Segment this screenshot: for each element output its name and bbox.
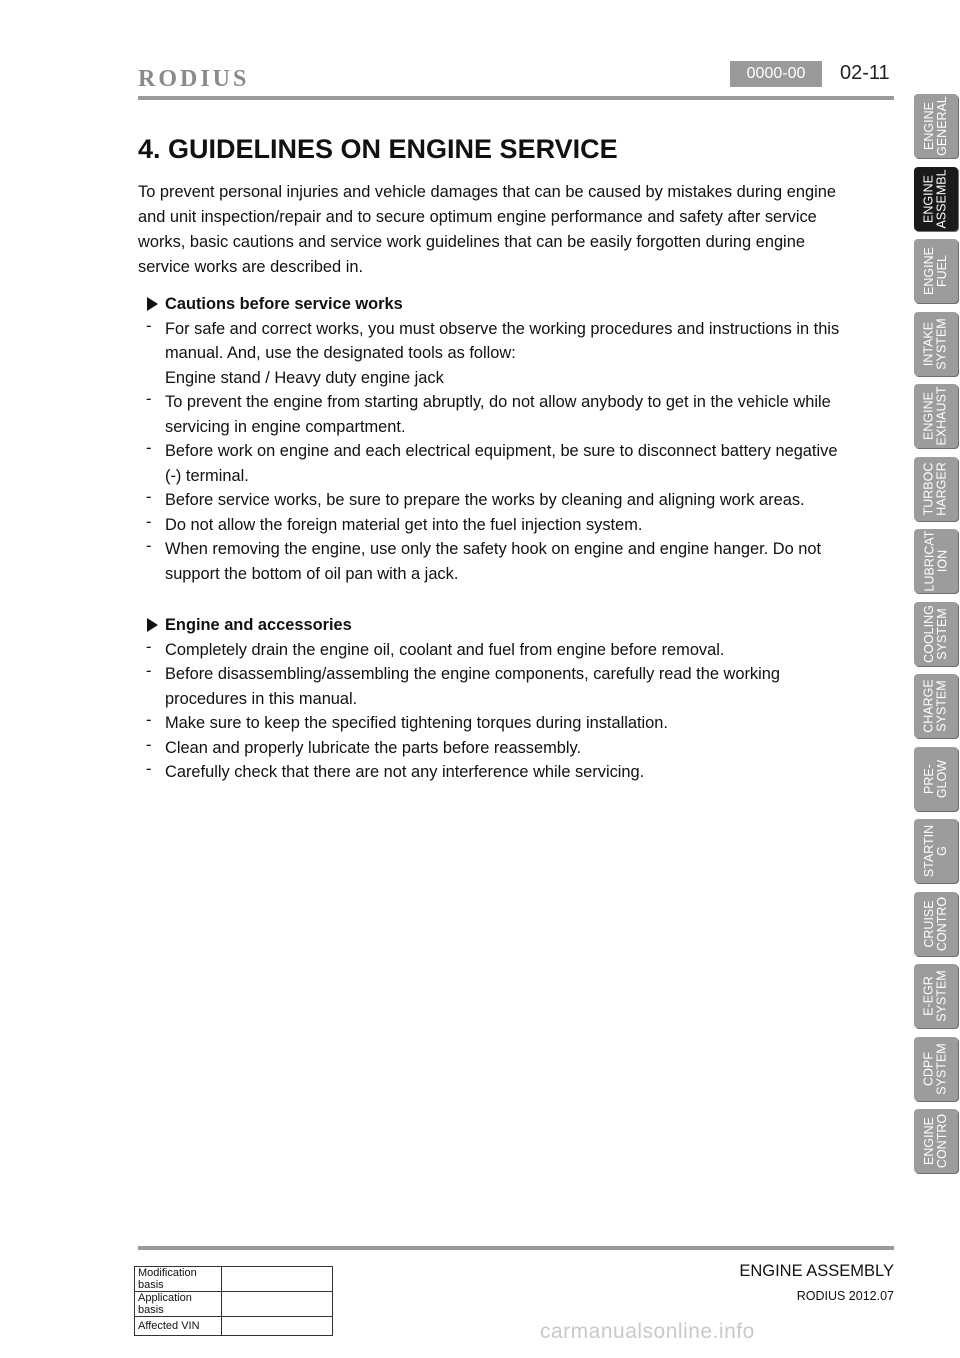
list-item xyxy=(146,488,846,513)
chapter-tab[interactable] xyxy=(914,892,958,956)
table-cell-label: Affected VIN xyxy=(135,1317,222,1336)
list-item-subtext: Engine stand / Heavy duty engine jack xyxy=(165,368,444,387)
list-item xyxy=(146,513,846,538)
chapter-tab[interactable] xyxy=(914,167,958,231)
page-title: 4. GUIDELINES ON ENGINE SERVICE xyxy=(138,134,618,164)
table-row xyxy=(135,1292,333,1317)
dash-bullet: - xyxy=(146,760,152,778)
chapter-tab[interactable] xyxy=(914,312,958,376)
chapter-tab[interactable] xyxy=(914,384,958,448)
dash-bullet: - xyxy=(146,711,152,729)
engine-accessories-list xyxy=(146,638,846,785)
list-item xyxy=(146,537,846,586)
dash-bullet: - xyxy=(146,537,152,555)
chapter-tab-label: E-EGR SYSTEM xyxy=(922,970,949,1022)
dash-bullet: - xyxy=(146,637,152,656)
list-item-text: Make sure to keep the specified tightening torques during installation. xyxy=(165,714,668,732)
chapter-tab[interactable] xyxy=(914,239,958,303)
dash-bullet: - xyxy=(146,439,152,457)
list-item-text: Do not allow the foreign material get into the fuel injection system. xyxy=(165,515,643,534)
dash-bullet: - xyxy=(146,316,152,335)
chapter-tab-label: CHARGE SYSTEM xyxy=(922,679,950,733)
list-item-text: Before work on engine and each electrical equipment, be sure to disconnect battery negative (-) terminal. xyxy=(165,442,838,485)
chapter-tab[interactable] xyxy=(914,94,958,158)
chapter-tab-label: ENGINE CONTRO xyxy=(922,1113,950,1169)
list-item-text: To prevent the engine from starting abruptly, do not allow anybody to get in the vehicle while servicing in engine compartment. xyxy=(165,393,831,436)
chapter-tab[interactable] xyxy=(914,964,958,1028)
cautions-list xyxy=(146,317,846,587)
chapter-tab[interactable] xyxy=(914,819,958,883)
chapter-tab-label: TURBOC HARGER xyxy=(922,461,950,516)
dash-bullet: - xyxy=(146,488,152,506)
table-row xyxy=(135,1267,333,1292)
dash-bullet: - xyxy=(146,390,152,408)
chapter-tab-label: STARTIN G xyxy=(922,824,950,878)
list-item xyxy=(146,317,846,391)
page-number: 02-11 xyxy=(840,62,890,84)
triangle-bullet-icon xyxy=(147,297,158,311)
chapter-tab[interactable] xyxy=(914,457,958,521)
section-engine-accessories xyxy=(146,613,846,785)
chapter-tab[interactable] xyxy=(914,529,958,593)
dash-bullet: - xyxy=(146,512,152,531)
table-cell-value xyxy=(222,1267,333,1292)
header-rule xyxy=(138,96,894,100)
intro-paragraph: To prevent personal injuries and vehicle damages that can be caused by mistakes during engine and unit inspection/repair and to secure optimum engine performance and safety after service works, basic cautions and service work guidelines that can be easily forgotten during engine service works are described in. xyxy=(138,183,836,276)
list-item xyxy=(146,736,846,761)
list-item-text: Clean and properly lubricate the parts before reassembly. xyxy=(165,738,582,757)
table-row xyxy=(135,1317,333,1336)
chapter-tab[interactable] xyxy=(914,1037,958,1101)
list-item-text: For safe and correct works, you must observe the working procedures and instructions in this manual. And, use the designated tools as follow: xyxy=(165,319,840,362)
chapter-tab-label: PRE- GLOW xyxy=(922,759,949,798)
table-cell-value xyxy=(222,1292,333,1317)
triangle-bullet-icon xyxy=(147,618,158,632)
chapter-tab-label: ENGINE ASSEMBL xyxy=(922,168,949,229)
section-cautions xyxy=(146,292,846,586)
footer-chapter-title: ENGINE ASSEMBLY xyxy=(739,1262,894,1280)
section-heading-text: Cautions before service works xyxy=(165,295,403,313)
list-item xyxy=(146,638,846,663)
chapter-tab-label: ENGINE FUEL xyxy=(922,247,949,295)
table-cell-label: Modification basis xyxy=(135,1267,222,1292)
list-item xyxy=(146,439,846,488)
list-item xyxy=(146,390,846,439)
modification-table xyxy=(134,1266,333,1336)
chapter-tab-label: COOLING SYSTEM xyxy=(922,604,949,663)
table-cell-value xyxy=(222,1317,333,1336)
section-heading xyxy=(146,613,846,638)
footer-rule xyxy=(138,1246,894,1250)
section-heading-text: Engine and accessories xyxy=(165,616,352,634)
footer-model-date: RODIUS 2012.07 xyxy=(796,1289,894,1303)
chapter-tab-label: CRUISE CONTRO xyxy=(922,896,950,951)
chapter-tab-label: ENGINE EXHAUST xyxy=(922,386,950,446)
list-item-text: Carefully check that there are not any interference while servicing. xyxy=(165,763,645,781)
chapter-tab-label: INTAKE SYSTEM xyxy=(922,317,949,370)
list-item xyxy=(146,711,846,736)
dash-bullet: - xyxy=(146,735,152,754)
chapter-tab[interactable] xyxy=(914,1109,958,1173)
list-item xyxy=(146,662,846,711)
table-cell-label: Application basis xyxy=(135,1292,222,1317)
section-code-badge: 0000-00 xyxy=(730,61,822,87)
list-item-text: Completely drain the engine oil, coolant and fuel from engine before removal. xyxy=(165,640,725,659)
chapter-tab-label: LUBRICAT ION xyxy=(922,530,950,592)
watermark: carmanualsonline.info xyxy=(540,1320,755,1343)
chapter-tab[interactable] xyxy=(914,674,958,738)
dash-bullet: - xyxy=(146,662,152,680)
list-item-text: When removing the engine, use only the safety hook on engine and engine hanger. Do not support the bottom of oil pan with a jack. xyxy=(165,540,822,583)
list-item xyxy=(146,760,846,785)
rodius-logo: RODIUS xyxy=(138,66,250,92)
chapter-tab[interactable] xyxy=(914,747,958,811)
chapter-tab[interactable] xyxy=(914,602,958,666)
section-heading xyxy=(146,292,846,317)
list-item-text: Before disassembling/assembling the engine components, carefully read the working procedures in this manual. xyxy=(165,665,780,708)
list-item-text: Before service works, be sure to prepare the works by cleaning and aligning work areas. xyxy=(165,491,805,509)
chapter-tab-label: ENGINE GENERAL xyxy=(922,96,949,156)
chapter-tab-label: CDPF SYSTEM xyxy=(922,1042,949,1095)
